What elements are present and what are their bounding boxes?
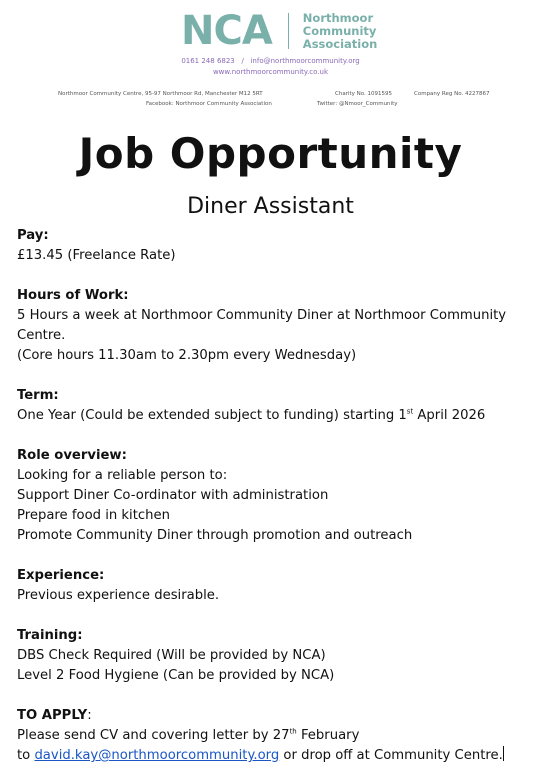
logo-name-line-1: Northmoor [302, 10, 374, 25]
charity-number: Charity No. 1091595 [335, 91, 393, 97]
apply-line-2-start: to [17, 748, 35, 763]
company-reg-number: Company Reg No. 4227867 [414, 91, 490, 97]
hours-line-1: 5 Hours a week at Northmoor Community Diner at Northmoor Community Centre. [17, 308, 507, 343]
logo-divider [288, 13, 289, 49]
role-line: Support Diner Co-ordinator with administration [17, 488, 329, 503]
page-title: Job Opportunity [78, 129, 463, 178]
term-text-start: One Year (Could be extended subject to funding) starting 1 [17, 408, 407, 423]
logo-name-line-2: Community [302, 23, 377, 38]
pay-text: £13.45 (Freelance Rate) [17, 248, 176, 263]
term-text-end: April 2026 [413, 408, 486, 423]
logo-name-line-3: Association [302, 36, 378, 51]
job-details [17, 226, 527, 766]
experience-text: Previous experience desirable. [17, 588, 220, 603]
twitter-handle: Twitter: @Nmoor_Community [317, 101, 398, 107]
logo-org-name [303, 12, 378, 51]
role-line: Prepare food in kitchen [17, 508, 170, 523]
term-text-sup: st [406, 407, 414, 416]
training-heading: Training: [17, 628, 83, 643]
contact-line: 0161 248 6823 / info@northmoorcommunity.org [181, 57, 360, 65]
experience-heading: Experience: [17, 568, 105, 583]
apply-line-2-end: or drop off at Community Centre. [279, 748, 503, 763]
nca-logo [181, 10, 377, 52]
org-address: Northmoor Community Centre, 95-97 Northmoor Rd, Manchester M12 5RT [58, 91, 263, 97]
apply-line-1-end: February [296, 728, 360, 743]
apply-line-1-start: Please send CV and covering letter by 27 [17, 728, 290, 743]
term-heading: Term: [17, 388, 59, 403]
apply-email-link[interactable]: david.kay@northmoorcommunity.org [34, 748, 280, 763]
role-heading: Role overview: [17, 448, 127, 463]
role-line: Looking for a reliable person to: [17, 468, 228, 483]
pay-heading: Pay: [17, 228, 49, 243]
contact-email[interactable]: info@northmoorcommunity.org [250, 57, 360, 65]
facebook-handle: Facebook: Northmoor Community Association [146, 101, 272, 107]
term-text [17, 406, 527, 426]
apply-line-2 [17, 746, 527, 766]
role-line: Promote Community Diner through promotion and outreach [17, 528, 413, 543]
apply-line-1-sup: th [289, 727, 297, 736]
training-line: Level 2 Food Hygiene (Can be provided by NCA) [17, 668, 335, 683]
page-subtitle: Diner Assistant [187, 194, 354, 219]
logo-mark: NCA [181, 8, 272, 54]
contact-phone: 0161 248 6823 [181, 57, 235, 65]
apply-heading-colon: : [87, 708, 92, 723]
apply-line-1 [17, 726, 527, 746]
hours-heading: Hours of Work: [17, 288, 129, 303]
training-line: DBS Check Required (Will be provided by NCA) [17, 648, 326, 663]
contact-website[interactable]: www.northmoorcommunity.co.uk [212, 68, 329, 76]
text-cursor [503, 746, 504, 761]
apply-heading-line [17, 706, 527, 726]
hours-line-2: (Core hours 11.30am to 2.30pm every Wednesday) [17, 348, 357, 363]
apply-heading: TO APPLY [17, 708, 88, 723]
